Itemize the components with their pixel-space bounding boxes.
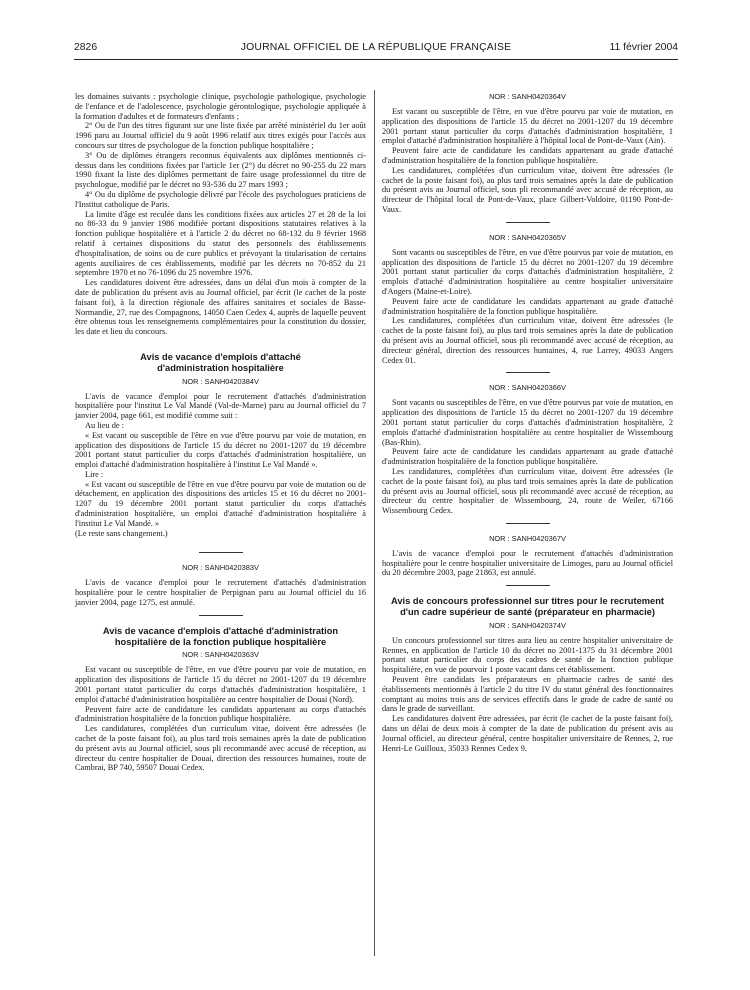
notice-quote: « Est vacant ou susceptible de l'être en vue d'être pourvu par voie de mutation, en application des dispositions de l'article 15 du décret no 2001-1207 du 19 décembre 2001 portant statut particulier du corps d'attachés d'administration hospitalière, un emploi d'attaché d'administration hospitalière à l'institut Le Val Mandé ». — [75, 430, 366, 470]
notice-paragraph: Est vacant ou susceptible de l'être, en vue d'être pourvu par voie de mutation, en application des dispositions de l'article 15 du décret no 2001-1207 du 19 décembre 2001 portant statut particulier du corps d'attachés d'administration hospitalière, 1 emploi d'attaché d'administration hospitalière à l'hôpital local de Pont-de-Vaux (Ain). — [382, 107, 673, 146]
intro-paragraph: Les candidatures doivent être adressées, dans un délai d'un mois à compter de la date de publication du présent avis au Journal officiel, par écrit (le cachet de la poste faisant foi), à la direction régionale des affaires sanitaires et sociales de Basse-Normandie, 27, rue des Compagnons, 14050 Caen Cedex 4, auprès de laquelle peuvent être obtenus tous les renseignements complémentaires pour la constitution du dossier, les date et lieu du concours. — [75, 278, 366, 337]
notice-paragraph: Peuvent faire acte de candidature les candidats appartenant au corps d'attachés d'administration hospitalière de la fonction publique hospitalière. — [75, 704, 366, 724]
intro-paragraph: 2° Ou de l'un des titres figurant sur une liste fixée par arrêté ministériel du 1er août 1996 paru au Journal officiel du 9 août 1996 relatif aux titres exigés pour l'accès aux concours sur titres de psychologue de la fonction publique hospitalière ; — [75, 121, 366, 150]
issue-date: 11 février 2004 — [609, 42, 678, 53]
notice-paragraph: Les candidatures, complétées d'un curriculum vitae, doivent être adressées (le cachet de la poste faisant foi), au plus tard trois semaines après la date de publication du présent avis au Journal officiel, sous pli recommandé avec accusé de réception, au directeur général, direction des ressources humaines, 4, rue Larrey, 49033 Angers Cedex 01. — [382, 316, 673, 365]
journal-title: JOURNAL OFFICIEL DE LA RÉPUBLIQUE FRANÇAISE — [240, 42, 512, 53]
section-separator — [199, 552, 243, 553]
notice-paragraph: Sont vacants ou susceptibles de l'être, en vue d'être pourvus par voie de mutation, en application des dispositions de l'article 15 du décret no 2001-1207 du 19 décembre 2001 portant statut particulier du corps d'attachés d'administration hospitalière, 2 emplois d'attaché d'administration hospitalière au centre hospitalier universitaire d'Angers (Maine-et-Loire). — [382, 247, 673, 296]
nor-reference: NOR : SANH0420366V — [489, 383, 566, 393]
intro-paragraph: 3° Ou de diplômes étrangers reconnus équivalents aux diplômes mentionnés ci-dessus dans les conditions fixées par l'article 1er (2°) du décret no 90-255 du 22 mars 1990 fixant la liste des diplômes permettant de faire usage professionnel du titre de psychologue, modifié par le décret no 93-536 du 27 mars 1993 ; — [75, 150, 366, 190]
nor-reference: NOR : SANH0420384V — [182, 376, 259, 386]
notice-paragraph: Peuvent faire acte de candidature les candidats appartenant au grade d'attaché d'administration hospitalière de la fonction publique hospitalière. — [382, 146, 673, 165]
notice-paragraph: Un concours professionnel sur titres aura lieu au centre hospitalier universitaire de Rennes, en application de l'article 10 du décret no 2001-1375 du 31 décembre 2001 portant statut particulier du corps des cadres de santé de la fonction publique hospitalière, en vue de pourvoir 1 poste vacant dans cet établissement. — [382, 635, 673, 675]
notice-paragraph: Les candidatures doivent être adressées, par écrit (le cachet de la poste faisant foi), dans un délai de deux mois à compter de la date de publication du présent avis au Journal officiel, au directeur général, centre hospitalier universitaire de Rennes, 2, rue Henri-Le Guilloux, 35033 Rennes Cedex 9. — [382, 714, 673, 753]
notice-paragraph: Lire : — [85, 469, 104, 479]
nor-reference: NOR : SANH0420383V — [182, 563, 259, 573]
notice-quote: « Est vacant ou susceptible de l'être en vue d'être pourvu par voie de mutation ou de détachement, en application des dispositions des articles 15 et 16 du décret no 2001-1207 du 19 décembre 2001 portant statut particulier du corps d'attachés d'administration hospitalière, un emploi d'attaché d'administration hospitalière à l'institut Le Val Mandé. » — [75, 479, 366, 528]
nor-reference: NOR : SANH0420374V — [489, 620, 566, 630]
nor-reference: NOR : SANH0420363V — [182, 650, 259, 660]
section-separator — [199, 615, 243, 616]
header-rule — [74, 59, 678, 60]
notice-paragraph: Peuvent être candidats les préparateurs en pharmacie cadres de santé des établissements mentionnés à l'article 2 du titre IV du statut général des fonctionnaires comptant au moins trois ans de services effectifs dans le grade de cadre de santé ou dans le grade de surveillant. — [382, 675, 673, 714]
notice-paragraph: Sont vacants ou susceptibles de l'être, en vue d'être pourvus par voie de mutation, en application des dispositions de l'article 15 du décret no 2001-1207 du 19 décembre 2001 portant statut particulier du corps d'attachés d'administration hospitalière, 2 emplois d'attaché d'administration hospitalière au centre hospitalier de Wissembourg (Bas-Rhin). — [382, 398, 673, 447]
section-separator — [506, 372, 550, 373]
notice-paragraph: Peuvent faire acte de candidature les candidats appartenant au grade d'attaché d'administration hospitalière de la fonction publique hospitalière. — [382, 447, 673, 467]
notice-paragraph: L'avis de vacance d'emploi pour le recrutement d'attachés d'administration hospitalière pour l'institut Le Val Mandé (Val-de-Marne) paru au Journal officiel du 7 janvier 2004, page 661, est modifié comme suit : — [75, 391, 366, 421]
notice-heading: hospitalière de la fonction publique hospitalière — [114, 636, 327, 647]
left-column — [75, 92, 366, 773]
column-divider — [374, 90, 375, 956]
notice-paragraph: Les candidatures, complétées d'un curriculum vitae, doivent être adressées (le cachet de la poste faisant foi), au plus tard trois semaines après la date de publication du présent avis au Journal officiel, sous pli recommandé avec accusé de réception, au directeur de l'hôpital local de Pont-de-Vaux, place Gilbert-Voldoire, 01190 Pont-de-Vaux. — [382, 165, 673, 214]
section-separator — [506, 523, 550, 524]
nor-reference: NOR : SANH0420365V — [489, 232, 566, 242]
intro-paragraph: les domaines suivants : psychologie clinique, psychologie pathologique, psychologie de l'enfance et de l'adolescence, psychologie gérontologique, psychologie appliquée à la formation d'adultes et de formateurs d'enfants ; — [75, 92, 366, 121]
page-number: 2826 — [74, 42, 98, 53]
notice-paragraph: L'avis de vacance d'emploi pour le recrutement d'attachés d'administration hospitalière pour le centre hospitalier de Perpignan paru au Journal officiel du 16 janvier 2004, page 1275, est annulé. — [75, 578, 366, 608]
section-separator — [506, 585, 550, 586]
section-separator — [506, 222, 550, 223]
notice-heading: Avis de concours professionnel sur titres pour le recrutement d'un cadre supérieur de santé (préparateur en pharmacie) — [391, 596, 664, 618]
notice-heading: Avis de vacance d'emplois d'attaché — [140, 351, 301, 362]
intro-paragraph: La limite d'âge est reculée dans les conditions fixées aux articles 27 et 28 de la loi no 86-33 du 9 janvier 1986 modifiée portant dispositions statutaires relatives à la fonction publique hospitalière et à l'article 2 du décret no 68-132 du 9 février 1968 relatif à certaines dispositions du statut des personnels des établissements d'hospitalisation, de soins ou de cure publics et prévoyant la titularisation de certains agents auxiliaires de ces établissements, modifié par les décrets no 70-852 du 21 septembre 1970 et no 76-1096 du 25 novembre 1976. — [75, 209, 366, 278]
nor-reference: NOR : SANH0420364V — [489, 92, 566, 101]
notice-paragraph: (Le reste sans changement.) — [75, 528, 168, 538]
nor-reference: NOR : SANH0420367V — [489, 533, 566, 543]
right-column — [382, 92, 673, 753]
notice-paragraph: Au lieu de : — [85, 420, 124, 430]
notice-heading: Avis de vacance d'emplois d'attaché d'administration — [102, 625, 339, 636]
notice-paragraph: L'avis de vacance d'emploi pour le recrutement d'attachés d'administration hospitalière pour le centre hospitalier universitaire de Limoges, paru au Journal officiel du 20 décembre 2003, page 21863, est annulé. — [382, 548, 673, 578]
notice-paragraph: Est vacant ou susceptible de l'être, en vue d'être pourvu par voie de mutation, en application des dispositions de l'article 15 du décret no 2001-1207 du 19 décembre 2001 portant statut particulier du corps d'attachés d'administration hospitalière, 1 emploi d'attaché d'administration hospitalière au centre hospitalier de Douai (Nord). — [75, 665, 366, 704]
notice-paragraph: Les candidatures, complétées d'un curriculum vitae, doivent être adressées (le cachet de la poste faisant foi), au plus tard trois semaines après la date de publication du présent avis au Journal officiel, sous pli recommandé avec accusé de réception, au directeur du centre hospitalier de Wissembourg, 24, route de Weiler, 67166 Wissembourg Cedex. — [382, 466, 673, 516]
intro-paragraph: 4° Ou du diplôme de psychologie délivré par l'école des psychologues praticiens de l'Institut catholique de Paris. — [75, 189, 366, 209]
notice-heading: d'administration hospitalière — [157, 362, 284, 373]
notice-paragraph: Les candidatures, complétées d'un curriculum vitae, doivent être adressées (le cachet de la poste faisant foi), au plus tard trois semaines après la date de publication du présent avis au Journal officiel, sous pli recommandé avec accusé de réception, au directeur du centre hospitalier de Douai, direction des ressources humaines, route de Cambrai, BP 740, 59507 Douai Cedex. — [75, 724, 366, 773]
page-header — [74, 42, 678, 58]
notice-paragraph: Peuvent faire acte de candidature les candidats appartenant au grade d'attaché d'administration hospitalière de la fonction publique hospitalière. — [382, 296, 673, 316]
